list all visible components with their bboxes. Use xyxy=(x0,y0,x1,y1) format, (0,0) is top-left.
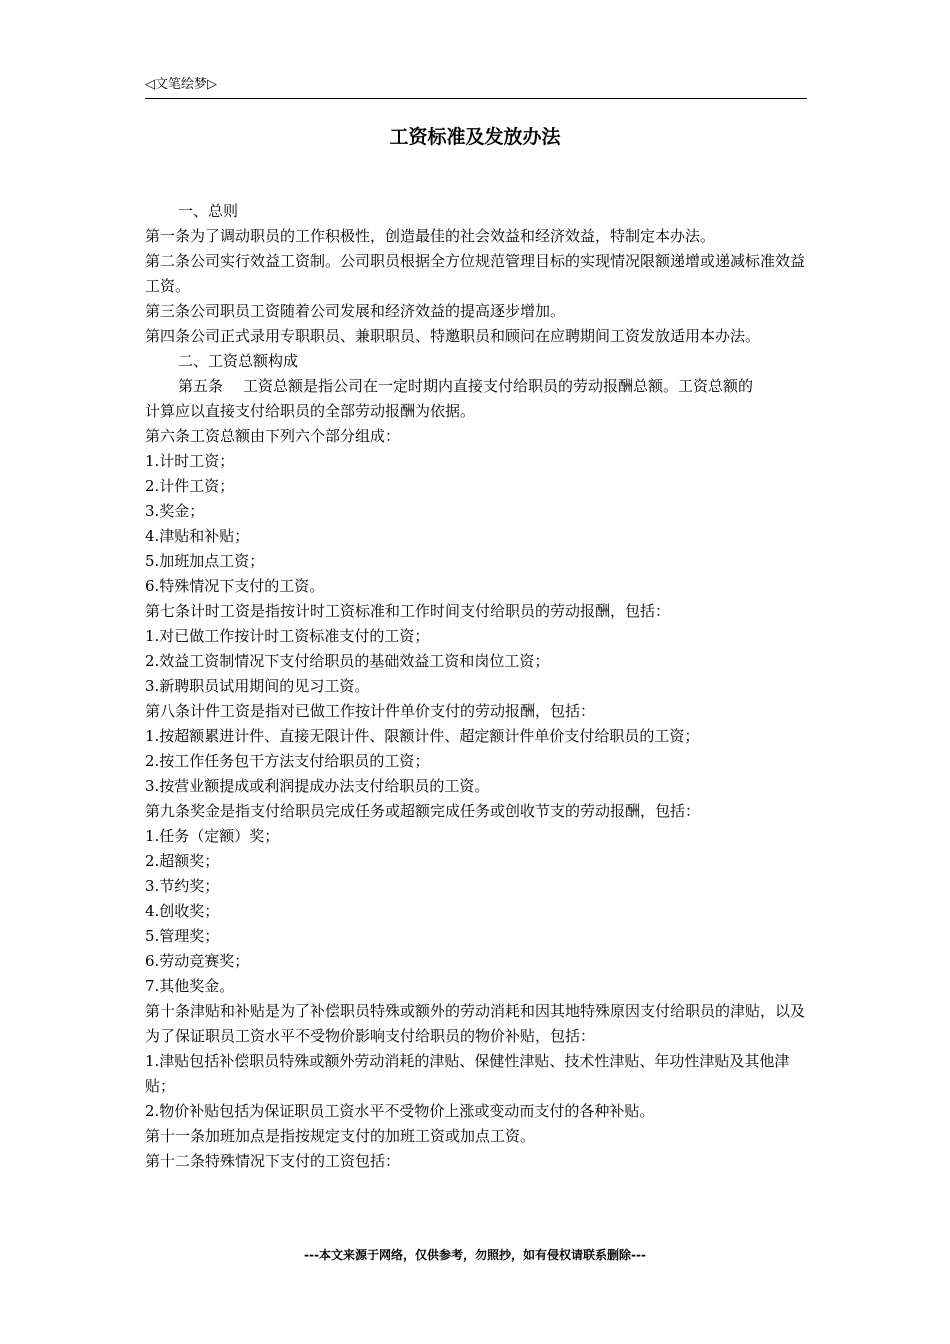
article-2: 第二条公司实行效益工资制。公司职员根据全方位规范管理目标的实现情况限额递增或递减标准效益工资。 xyxy=(145,252,806,295)
list-item: 4.创收奖； xyxy=(145,902,220,920)
list-item: 3.按营业额提成或利润提成办法支付给职员的工资。 xyxy=(145,777,490,795)
article-5-continuation: 计算应以直接支付给职员的全部劳动报酬为依据。 xyxy=(145,402,476,420)
brand-name: 文笔绘梦 xyxy=(155,77,208,92)
list-item: 2.物价补贴包括为保证职员工资水平不受物价上涨或变动而支付的各种补贴。 xyxy=(145,1102,655,1120)
list-item: 6.特殊情况下支付的工资。 xyxy=(145,577,325,595)
article-7: 第七条计时工资是指按计时工资标准和工作时间支付给职员的劳动报酬，包括： xyxy=(145,602,671,620)
article-1: 第一条为了调动职员的工作积极性，创造最佳的社会效益和经济效益，特制定本办法。 xyxy=(145,227,716,245)
list-item: 2.超额奖； xyxy=(145,852,220,870)
list-item: 2.计件工资； xyxy=(145,477,235,495)
article-10: 第十条津贴和补贴是为了补偿职员特殊或额外的劳动消耗和因其地特殊原因支付给职员的津贴，以及为了保证职员工资水平不受物价影响支付给职员的物价补贴，包括： xyxy=(145,1002,806,1045)
list-item: 1.津贴包括补偿职员特殊或额外劳动消耗的津贴、保健性津贴、技术性津贴、年功性津贴及其他津贴； xyxy=(145,1052,790,1095)
document-title: 工资标准及发放办法 xyxy=(389,126,561,148)
article-11: 第十一条加班加点是指按规定支付的加班工资或加点工资。 xyxy=(145,1127,536,1145)
document-body xyxy=(145,199,807,1174)
section-heading-composition: 二、工资总额构成 xyxy=(178,352,299,370)
article-8: 第八条计件工资是指对已做工作按计件单价支付的劳动报酬，包括： xyxy=(145,702,596,720)
list-item: 5.管理奖； xyxy=(145,927,220,945)
page-footer: ---本文来源于网络，仅供参考，勿照抄，如有侵权请联系删除--- xyxy=(304,1248,646,1262)
section-heading-general: 一、总则 xyxy=(178,202,239,220)
list-item: 1.按超额累进计件、直接无限计件、限额计件、超定额计件单价支付给职员的工资； xyxy=(145,727,700,745)
right-triangle-icon: ▷ xyxy=(207,77,218,92)
list-item: 5.加班加点工资； xyxy=(145,552,265,570)
list-item: 3.新聘职员试用期间的见习工资。 xyxy=(145,677,370,695)
list-item: 2.效益工资制情况下支付给职员的基础效益工资和岗位工资； xyxy=(145,652,550,670)
list-item: 1.计时工资； xyxy=(145,452,235,470)
list-item: 2.按工作任务包干方法支付给职员的工资； xyxy=(145,752,430,770)
article-4: 第四条公司正式录用专职职员、兼职职员、特邀职员和顾问在应聘期间工资发放适用本办法。 xyxy=(145,327,761,345)
list-item: 6.劳动竞赛奖； xyxy=(145,952,250,970)
article-6: 第六条工资总额由下列六个部分组成： xyxy=(145,427,401,445)
article-3: 第三条公司职员工资随着公司发展和经济效益的提高逐步增加。 xyxy=(145,302,566,320)
list-item: 1.对已做工作按计时工资标准支付的工资； xyxy=(145,627,430,645)
list-item: 7.其他奖金。 xyxy=(145,977,235,995)
article-5-label: 第五条 xyxy=(178,377,224,395)
article-9: 第九条奖金是指支付给职员完成任务或超额完成任务或创收节支的劳动报酬，包括： xyxy=(145,802,701,820)
page-header xyxy=(145,76,807,99)
list-item: 4.津贴和补贴； xyxy=(145,527,250,545)
article-5-text: 工资总额是指公司在一定时期内直接支付给职员的劳动报酬总额。工资总额的 xyxy=(243,377,754,395)
header-brand xyxy=(145,76,217,94)
left-triangle-icon: ◁ xyxy=(145,77,155,92)
list-item: 3.奖金； xyxy=(145,502,205,520)
list-item: 3.节约奖； xyxy=(145,877,220,895)
article-5 xyxy=(145,374,807,399)
article-12: 第十二条特殊情况下支付的工资包括： xyxy=(145,1152,401,1170)
list-item: 1.任务（定额）奖； xyxy=(145,827,280,845)
